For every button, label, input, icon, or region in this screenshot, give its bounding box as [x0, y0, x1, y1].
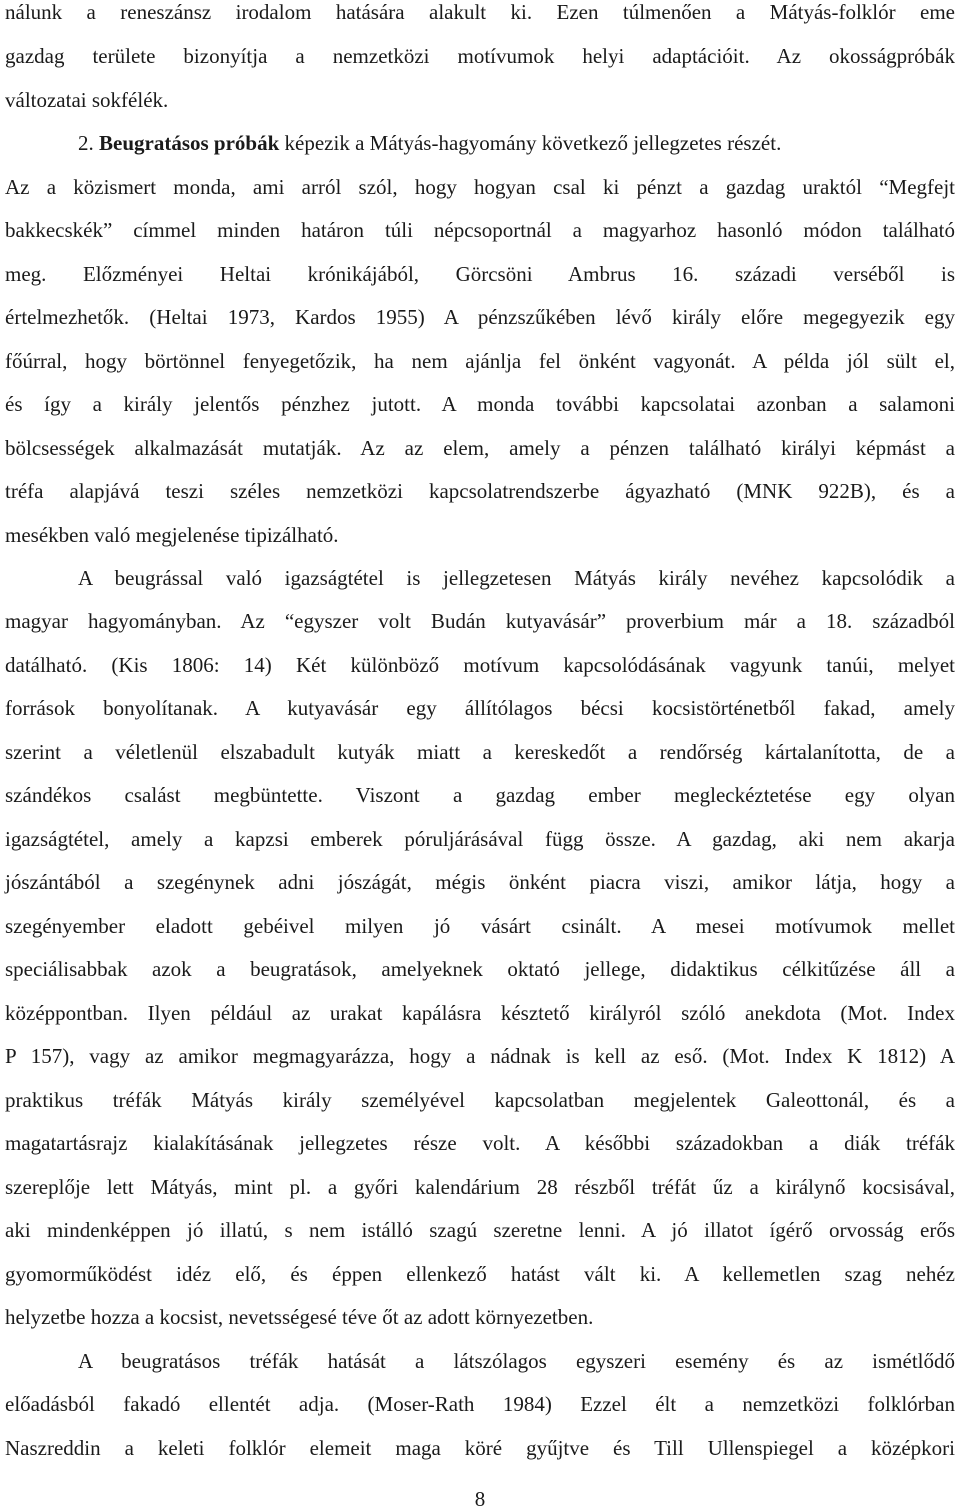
numbered-item	[78, 129, 955, 157]
text-line: magatartásrajz kialakításának jellegzetes része volt. A későbbi századokban a diák tréfák	[5, 1131, 955, 1155]
text-line: aki mindenképpen jó illatú, s nem istálló szagú szeretne lenni. A jó illatot ígérő orvosság erős	[5, 1218, 955, 1242]
text-line: bölcsességek alkalmazását mutatják. Az az elem, amely a pénzen található királyi képmást a	[5, 436, 955, 460]
text-line: források bonyolítanak. A kutyavásár egy állítólagos bécsi kocsistörténetből fakad, amely	[5, 696, 955, 720]
text-line: és így a király jelentős pénzhez jutott. A monda további kapcsolatai azonban a salamoni	[5, 392, 955, 416]
text-line: speciálisabbak azok a beugratások, amelyeknek oktató jellege, didaktikus célkitűzése áll a	[5, 957, 955, 981]
text-line: előadásból fakadó ellentét adja. (Moser-Rath 1984) Ezzel élt a nemzetközi folklórban	[5, 1392, 955, 1416]
text-line: nálunk a reneszánsz irodalom hatására alakult ki. Ezen túlmenően a Mátyás-folklór eme	[5, 0, 955, 24]
text-line: gazdag területe bizonyítja a nemzetközi motívumok helyi adaptációit. Az okosságpróbák	[5, 44, 955, 68]
text-line: jószántából a szegénynek adni jószágát, mégis önként piacra viszi, amikor látja, hogy a	[5, 870, 955, 894]
text-line: értelmezhetők. (Heltai 1973, Kardos 1955) A pénzszűkében lévő király előre megegyezik egy	[5, 305, 955, 329]
text-line: bakkecskék” címmel minden határon túli népcsoportnál a magyarhoz hasonló módon található	[5, 218, 955, 242]
page-number: 8	[474, 1487, 486, 1511]
text-line: helyzetbe hozza a kocsist, nevetsségesé téve őt az adott környezetben.	[5, 1305, 594, 1329]
text-line: középpontban. Ilyen például az urakat kapálásra késztető királyról szóló anekdota (Mot. Index	[5, 1001, 955, 1025]
text-line: Naszreddin a keleti folklór elemeit maga köré gyűjtve és Till Ullenspiegel a középkori	[5, 1436, 955, 1460]
text-line: datálható. (Kis 1806: 14) Két különböző motívum kapcsolódásának vagyunk tanúi, melyet	[5, 653, 955, 677]
text-line: A beugrással való igazságtétel is jellegzetesen Mátyás király nevéhez kapcsolódik a	[78, 566, 955, 590]
text-line: tréfa alapjává teszi széles nemzetközi kapcsolatrendszerbe ágyazható (MNK 922B), és a	[5, 479, 955, 503]
text-line: szereplője lett Mátyás, mint pl. a győri kalendárium 28 részből tréfát űz a királynő kocsisával,	[5, 1175, 955, 1199]
text-line: szerint a véletlenül elszabadult kutyák miatt a kereskedőt a rendőrség kártalanította, de a	[5, 740, 955, 764]
text-line: praktikus tréfák Mátyás király személyével kapcsolatban megjelentek Galeottonál, és a	[5, 1088, 955, 1112]
text-line: magyar hagyományban. Az “egyszer volt Budán kutyavásár” proverbium már a 18. századból	[5, 609, 955, 633]
item-text: képezik a Mátyás-hagyomány következő jellegzetes részét.	[279, 131, 782, 155]
text-line: gyomorműködést idéz elő, és éppen ellenkező hatást vált ki. A kellemetlen szag nehéz	[5, 1262, 955, 1286]
item-number: 2.	[78, 131, 99, 155]
text-line: szegényember eladott gebéivel milyen jó vásárt csinált. A mesei motívumok mellet	[5, 914, 955, 938]
text-line: igazságtétel, amely a kapzsi emberek póruljárásával függ össze. A gazdag, aki nem akarja	[5, 827, 955, 851]
text-line: Az a közismert monda, ami arról szól, hogy hogyan csal ki pénzt a gazdag uraktól “Megfejt	[5, 175, 955, 199]
text-line: változatai sokfélék.	[5, 88, 169, 112]
text-line: meg. Előzményei Heltai krónikájából, Görcsöni Ambrus 16. századi verséből is	[5, 262, 955, 286]
text-line: főúrral, hogy börtönnel fenyegetőzik, ha nem ajánlja fel önként vagyonát. A példa jól sült el,	[5, 349, 955, 373]
text-line: A beugratásos tréfák hatását a látszólagos egyszeri esemény és az ismétlődő	[78, 1349, 955, 1373]
section-term: Beugratásos próbák	[99, 131, 280, 155]
text-line: P 157), vagy az amikor megmagyarázza, hogy a nádnak is kell az eső. (Mot. Index K 1812) A	[5, 1044, 955, 1068]
text-line: mesékben való megjelenése tipizálható.	[5, 523, 339, 547]
text-line: szándékos csalást megbüntette. Viszont a gazdag ember megleckéztetése egy olyan	[5, 783, 955, 807]
